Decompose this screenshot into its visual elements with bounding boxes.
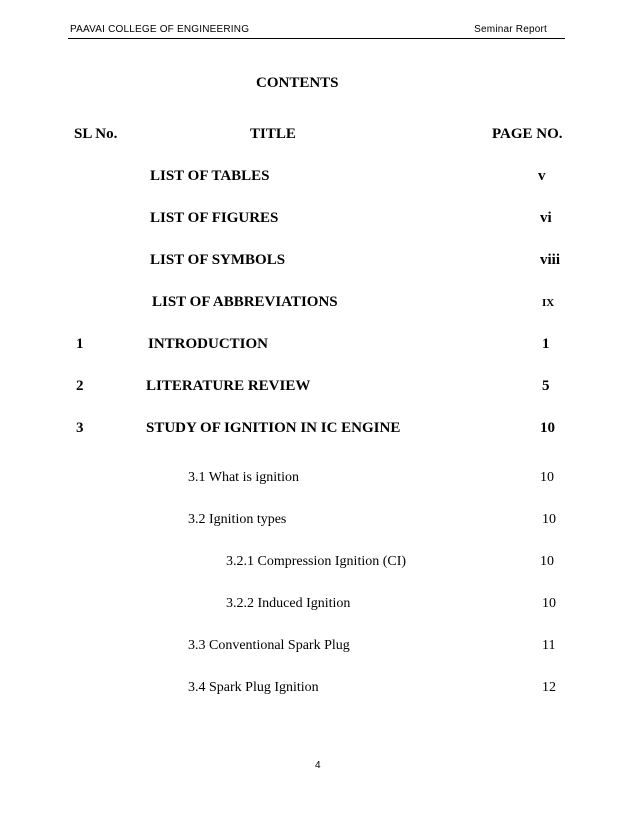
header-divider <box>68 38 565 39</box>
toc-row <box>0 210 638 230</box>
column-title: TITLE <box>250 126 296 142</box>
toc-title: LIST OF TABLES <box>150 168 270 184</box>
toc-row <box>0 470 638 490</box>
toc-row <box>0 420 638 440</box>
toc-title: LIST OF FIGURES <box>150 210 279 226</box>
toc-row <box>0 378 638 398</box>
toc-page: IX <box>542 297 555 309</box>
column-page-no: PAGE NO. <box>492 126 563 142</box>
toc-sl: 2 <box>76 378 84 394</box>
toc-page: 10 <box>540 420 555 436</box>
toc-row <box>0 512 638 532</box>
toc-page: 10 <box>540 554 554 569</box>
toc-row <box>0 596 638 616</box>
toc-title: 3.2.1 Compression Ignition (CI) <box>226 554 407 569</box>
toc-page: 11 <box>542 638 556 653</box>
toc-row <box>0 336 638 356</box>
toc-page: v <box>538 168 546 184</box>
toc-row <box>0 638 638 658</box>
toc-row <box>0 252 638 272</box>
toc-title: LIST OF ABBREVIATIONS <box>152 294 338 310</box>
toc-page: vi <box>540 210 552 226</box>
toc-page: 10 <box>542 596 556 611</box>
toc-row <box>0 554 638 574</box>
toc-page: 5 <box>542 378 550 394</box>
column-sl-no: SL No. <box>74 126 118 142</box>
toc-row <box>0 168 638 188</box>
toc-title: LIST OF SYMBOLS <box>150 252 286 268</box>
toc-page: viii <box>540 252 561 268</box>
toc-title: 3.4 Spark Plug Ignition <box>188 680 319 695</box>
page-title: CONTENTS <box>256 75 339 91</box>
toc-title: 3.2 Ignition types <box>188 512 287 527</box>
toc-page: 10 <box>542 512 556 527</box>
toc-sl: 3 <box>76 420 84 436</box>
toc-title: 3.3 Conventional Spark Plug <box>188 638 350 653</box>
header-college: PAAVAI COLLEGE OF ENGINEERING <box>70 24 250 35</box>
toc-title: INTRODUCTION <box>148 336 269 352</box>
toc-title: STUDY OF IGNITION IN IC ENGINE <box>146 420 401 436</box>
toc-title: 3.2.2 Induced Ignition <box>226 596 351 611</box>
header-report: Seminar Report <box>474 24 547 35</box>
toc-page: 10 <box>540 470 554 485</box>
toc-title: 3.1 What is ignition <box>188 470 299 485</box>
toc-row <box>0 294 638 314</box>
toc-title: LITERATURE REVIEW <box>146 378 311 394</box>
toc-page: 12 <box>542 680 556 695</box>
page-number: 4 <box>315 760 321 771</box>
toc-row <box>0 680 638 700</box>
toc-page: 1 <box>542 336 550 352</box>
toc-sl: 1 <box>76 336 84 352</box>
